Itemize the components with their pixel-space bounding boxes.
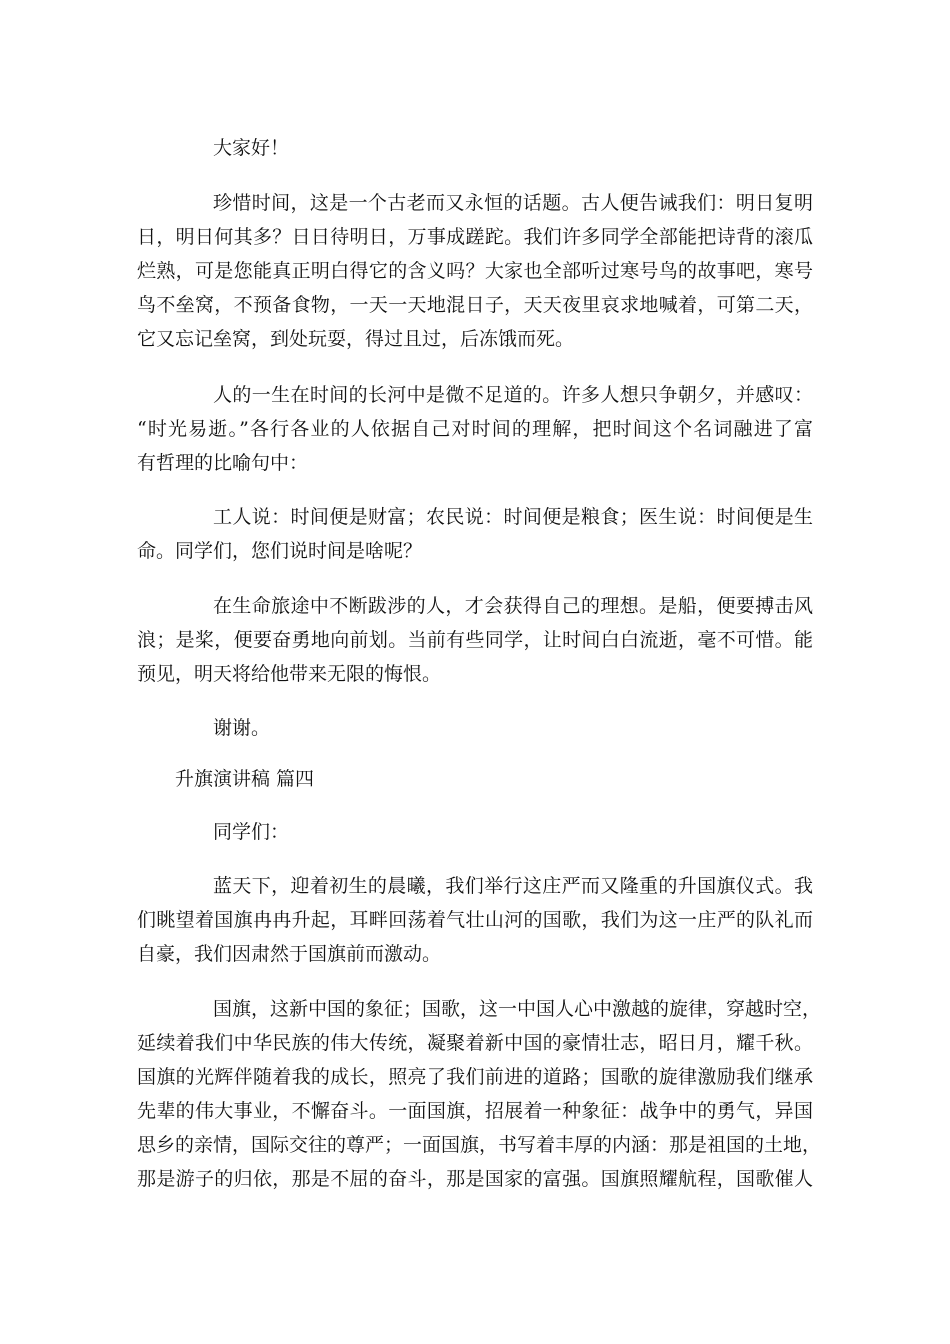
paragraph-line: 日，明日何其多？日日待明日，万事成蹉跎。我们许多同学全部能把诗背的滚瓜 bbox=[137, 226, 813, 248]
paragraph-line: 珍惜时间，这是一个古老而又永恒的话题。古人便告诫我们：明日复明 bbox=[213, 192, 813, 214]
paragraph-line: 国旗的光辉伴随着我的成长，照亮了我们前进的道路；国歌的旋律激励我们继承 bbox=[137, 1066, 813, 1088]
paragraph-line: 们眺望着国旗冉冉升起，耳畔回荡着气壮山河的国歌，我们为这一庄严的队礼而 bbox=[137, 909, 813, 931]
paragraph-line: 自豪，我们因肃然于国旗前而激动。 bbox=[137, 943, 442, 965]
paragraph-line: 浪；是桨，便要奋勇地向前划。当前有些同学，让时间白白流逝，毫不可惜。能 bbox=[137, 629, 813, 651]
paragraph-line: 命。同学们，您们说时间是啥呢？ bbox=[137, 540, 423, 562]
paragraph-line: 在生命旅途中不断跋涉的人，才会获得自己的理想。是船，便要搏击风 bbox=[213, 595, 813, 617]
paragraph-line: 国旗，这新中国的象征；国歌，这一中国人心中激越的旋律，穿越时空， bbox=[213, 998, 822, 1020]
paragraph-line: 蓝天下，迎着初生的晨曦，我们举行这庄严而又隆重的升国旗仪式。我 bbox=[213, 875, 813, 897]
greeting-line: 大家好！ bbox=[213, 137, 290, 159]
closing-line: 谢谢。 bbox=[213, 717, 271, 739]
paragraph-line: 思乡的亲情，国际交往的尊严；一面国旗，书写着丰厚的内涵：那是祖国的土地， bbox=[137, 1134, 822, 1156]
section-heading: 升旗演讲稿 篇四 bbox=[175, 768, 315, 790]
paragraph-line: 鸟不垒窝，不预备食物，一天一天地混日子，天天夜里哀求地喊着，可第二天， bbox=[137, 294, 813, 316]
paragraph-line: 先辈的伟大事业，不懈奋斗。一面国旗，招展着一种象征：战争中的勇气，异国 bbox=[137, 1100, 813, 1122]
paragraph-line: 那是游子的归依，那是不屈的奋斗，那是国家的富强。国旗照耀航程，国歌催人 bbox=[137, 1168, 813, 1190]
paragraph-line: “时光易逝。”各行各业的人依据自己对时间的理解，把时间这个名词融进了富 bbox=[137, 418, 813, 440]
salutation-line: 同学们： bbox=[213, 821, 290, 843]
paragraph-line: 它又忘记垒窝，到处玩耍，得过且过，后冻饿而死。 bbox=[137, 328, 575, 350]
paragraph-line: 烂熟，可是您能真正明白得它的含义吗？大家也全部听过寒号鸟的故事吧，寒号 bbox=[137, 260, 813, 282]
paragraph-line: 预见，明天将给他带来无限的悔恨。 bbox=[137, 663, 442, 685]
paragraph-line: 工人说：时间便是财富；农民说：时间便是粮食；医生说：时间便是生 bbox=[213, 506, 813, 528]
paragraph-line: 有哲理的比喻句中： bbox=[137, 452, 309, 474]
paragraph-line: 延续着我们中华民族的伟大传统，凝聚着新中国的豪情壮志，昭日月，耀千秋。 bbox=[137, 1032, 813, 1054]
paragraph-line: 人的一生在时间的长河中是微不足道的。许多人想只争朝夕，并感叹： bbox=[213, 384, 813, 406]
